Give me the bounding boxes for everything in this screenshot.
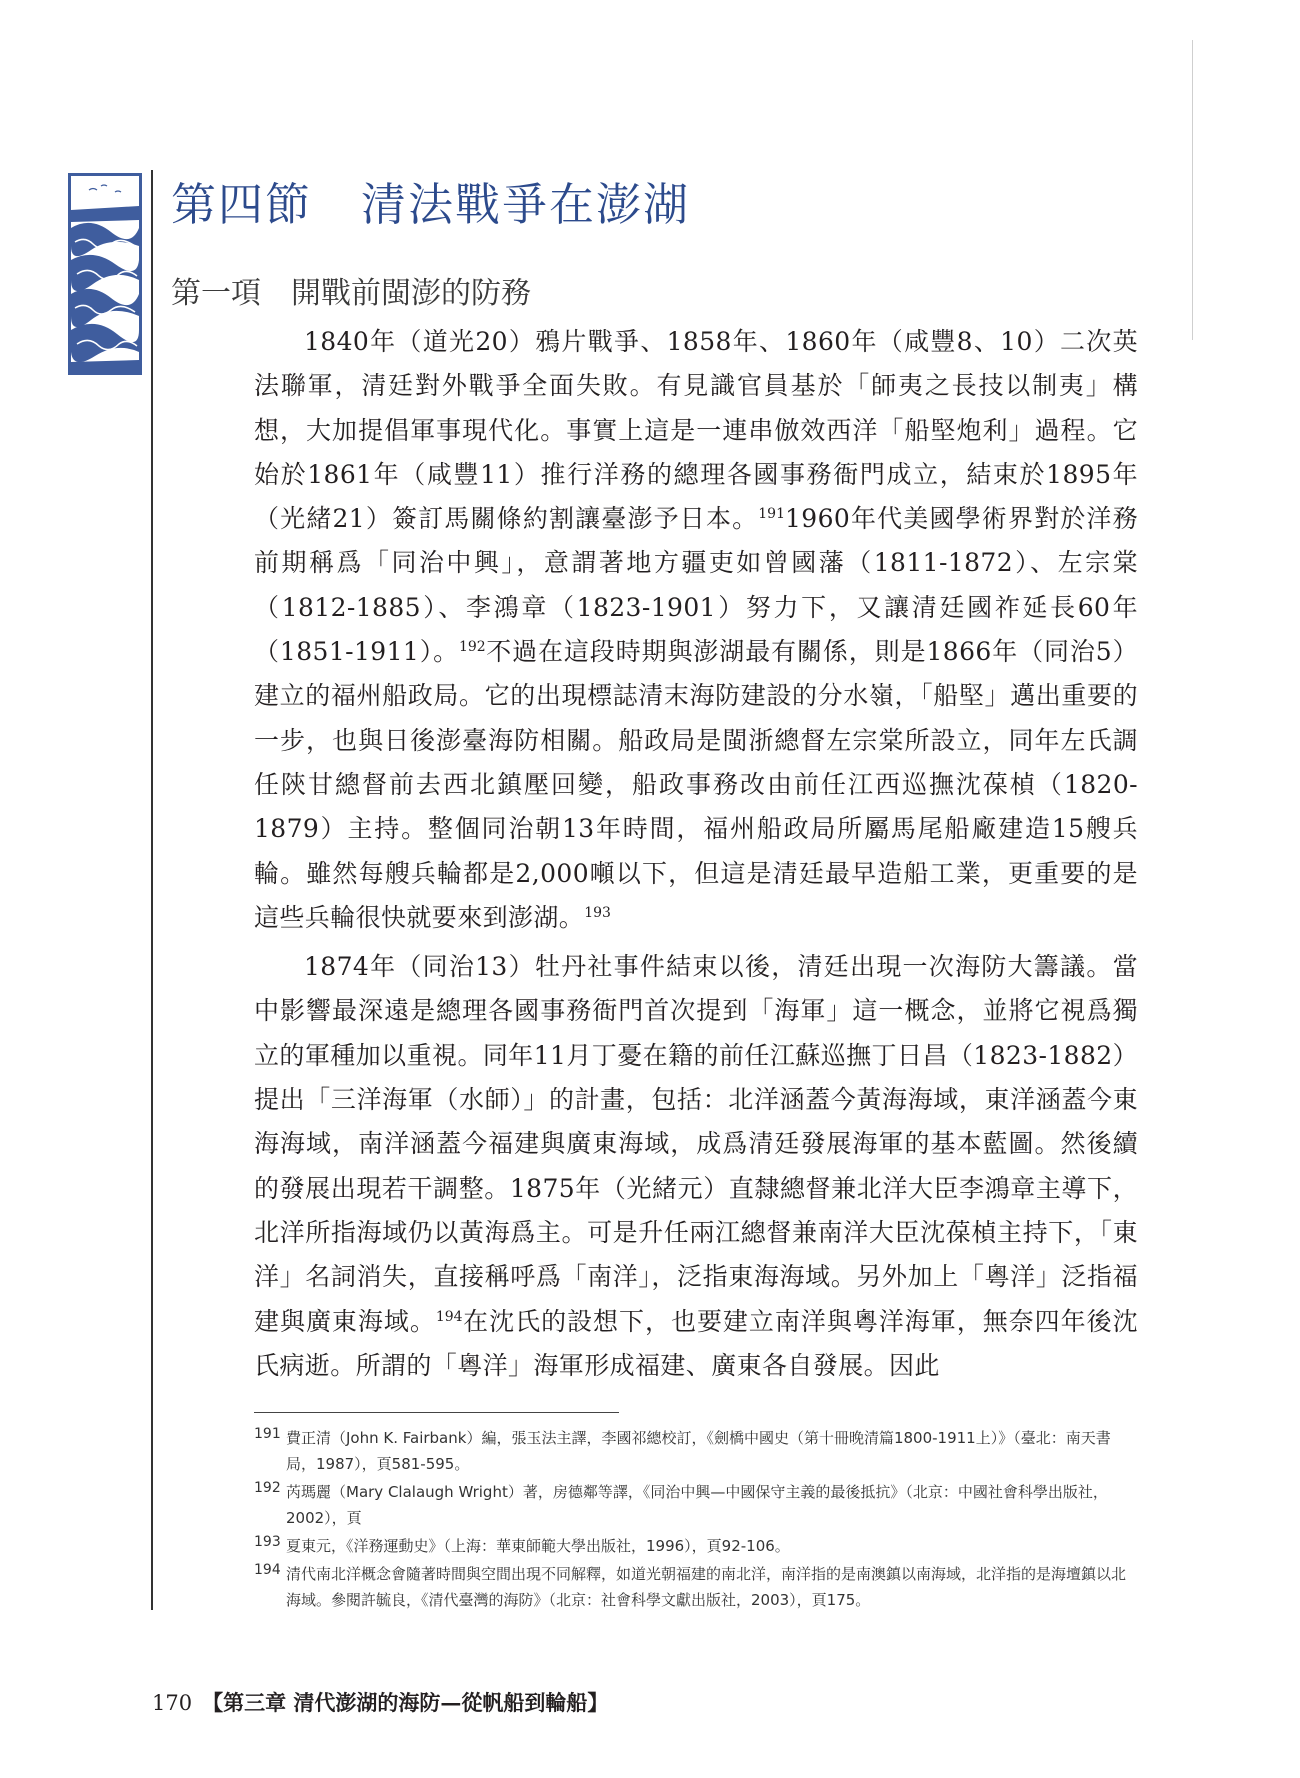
paragraph-text: 1960年代美國學術界對於洋務前期稱爲「同治中興」，意謂著地方疆吏如曾國藩（1811-1872）、左宗棠（1812-1885）、李鴻章（1823-1901）努力下，又讓清廷國祚延長60年（1851-1911）。	[254, 504, 1138, 667]
section-title-text: 清法戰爭在澎湖	[360, 178, 690, 231]
footnotes	[254, 1425, 1138, 1615]
footnote-number: 192	[254, 1480, 281, 1496]
subsection-number: 第一項	[171, 276, 261, 311]
paragraph-2	[254, 945, 1138, 1388]
footnote-ref-194[interactable]: 194	[435, 1308, 463, 1325]
footnote-ref-193[interactable]: 193	[584, 904, 611, 921]
footnote-text: 芮瑪麗（Mary Clalaugh Wright）著，房德鄰等譯，《同治中興—中國保守主義的最後抵抗》（北京：中國社會科學出版社，2002），頁	[286, 1483, 1108, 1527]
footnote-rule	[254, 1412, 619, 1413]
footnote-ref-192[interactable]: 192	[458, 639, 486, 656]
paragraph-1	[254, 320, 1138, 940]
footnote-number: 193	[254, 1534, 281, 1550]
section-number: 第四節	[171, 178, 313, 231]
subsection-title	[171, 268, 531, 312]
footnote-number: 191	[254, 1426, 281, 1442]
body-text	[254, 320, 1138, 1393]
wave-landscape-icon	[68, 173, 142, 375]
footnote-text: 費正清（John K. Fairbank）編，張玉法主譯，李國祁總校訂，《劍橋中國史（第十冊晚清篇1800-1911上）》（臺北：南天書局，1987），頁581-595。	[286, 1429, 1111, 1473]
subsection-title-text: 開戰前閩澎的防務	[291, 276, 531, 311]
footnote-text: 夏東元，《洋務運動史》（上海：華東師範大學出版社，1996），頁92-106。	[286, 1537, 790, 1555]
section-title	[171, 168, 690, 233]
footnote-number: 194	[254, 1562, 281, 1578]
paragraph-text: 在沈氏的設想下，也要建立南洋與粵洋海軍，無奈四年後沈氏病逝。所謂的「粵洋」海軍形成福建、廣東各自發展。因此	[254, 1306, 1138, 1380]
margin-rule	[151, 170, 153, 1610]
paragraph-text: 1874年（同治13）牡丹社事件結束以後，清廷出現一次海防大籌議。當中影響最深遠是總理各國事務衙門首次提到「海軍」這一概念，並將它視爲獨立的軍種加以重視。同年11月丁憂在籍的前任江蘇巡撫丁日昌（1823-1882）提出「三洋海軍（水師）」的計畫，包括：北洋涵蓋今黃海海域，東洋涵蓋今東海海域，南洋涵蓋今福建與廣東海域，成爲清廷發展海軍的基本藍圖。然後續的發展出現若干調整。1875年（光緒元）直隸總督兼北洋大臣李鴻章主導下，北洋所指海域仍以黃海爲主。可是升任兩江總督兼南洋大臣沈葆楨主持下，「東洋」名詞消失，直接稱呼爲「南洋」，泛指東海海域。另外加上「粵洋」泛指福建與廣東海域。	[254, 952, 1138, 1336]
paragraph-text: 1840年（道光20）鴉片戰爭、1858年、1860年（咸豐8、10）二次英法聯軍，清廷對外戰爭全面失敗。有見識官員基於「師夷之長技以制夷」構想，大加提倡軍事現代化。事實上這是一連串倣效西洋「船堅炮利」過程。它始於1861年（咸豐11）推行洋務的總理各國事務衙門成立，結束於1895年（光緒21）簽訂馬關條約割讓臺澎予日本。	[254, 327, 1138, 534]
paragraph-text: 不過在這段時期與澎湖最有關係，則是1866年（同治5）建立的福州船政局。它的出現標誌清末海防建設的分水嶺，「船堅」邁出重要的一步，也與日後澎臺海防相關。船政局是閩浙總督左宗棠所設立，同年左氏調任陝甘總督前去西北鎮壓回變，船政事務改由前任江西巡撫沈葆楨（1820-1879）主持。整個同治朝13年時間，福州船政局所屬馬尾船廠建造15艘兵輪。雖然每艘兵輪都是2,000噸以下，但這是清廷最早造船工業，更重要的是這些兵輪很快就要來到澎湖。	[254, 637, 1138, 932]
footnote	[254, 1561, 1138, 1613]
page-number: 170	[152, 1691, 193, 1715]
footnote-ref-191[interactable]: 191	[758, 506, 785, 523]
scan-edge-line	[1192, 40, 1193, 340]
running-head: 【第三章 清代澎湖的海防—從帆船到輪船】	[202, 1690, 609, 1715]
footnote-text: 清代南北洋概念會隨著時間與空間出現不同解釋，如道光朝福建的南北洋，南洋指的是南澳鎮以南海域，北洋指的是海壇鎮以北海域。參閱許毓良，《清代臺灣的海防》（北京：社會科學文獻出版社，2003），頁175。	[286, 1565, 1127, 1609]
footnote	[254, 1533, 1138, 1559]
page-footer	[152, 1687, 608, 1717]
footnote	[254, 1479, 1138, 1531]
footnote	[254, 1425, 1138, 1477]
